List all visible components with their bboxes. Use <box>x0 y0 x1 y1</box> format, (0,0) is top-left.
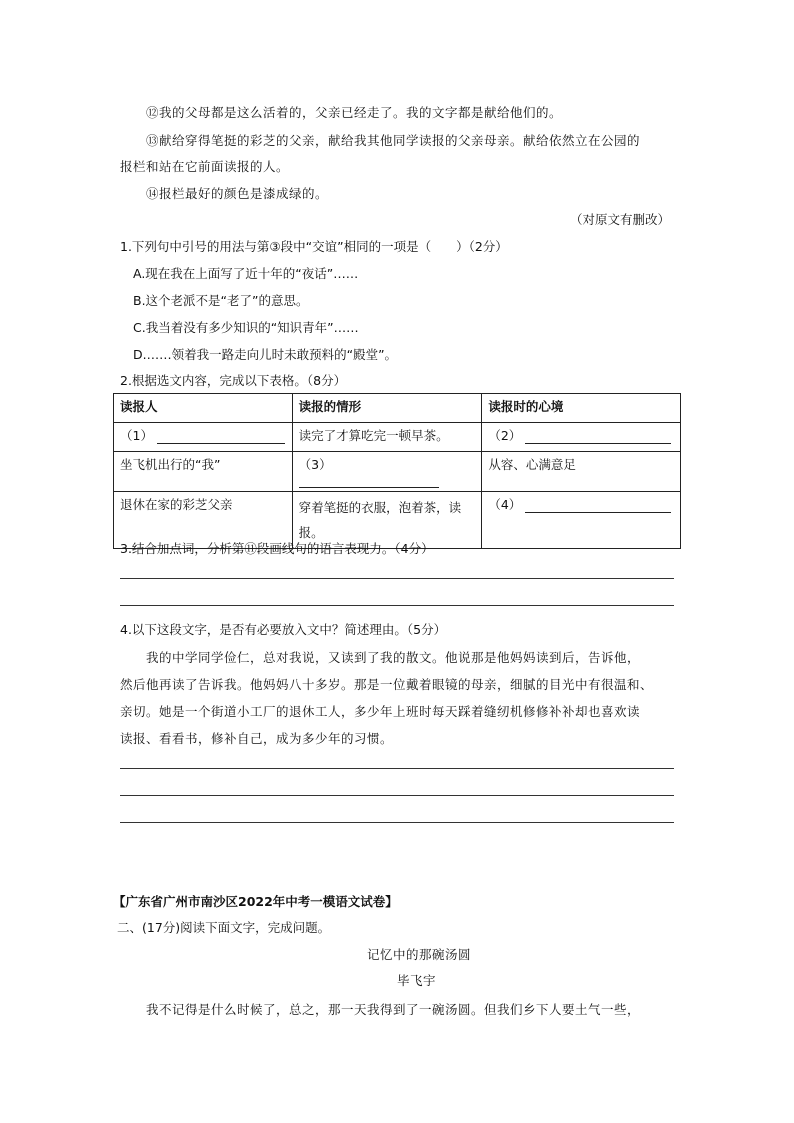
section-heading: 二、(17分)阅读下面文字，完成问题。 <box>117 920 331 935</box>
question-3-stem: 3.结合加点词，分析第⑪段画线句的语言表现力。（4分） <box>120 541 434 556</box>
question-4-paragraph-line3: 亲切。她是一个街道小工厂的退休工人，多少年上班时每天踩着缝纫机修修补补却也喜欢读 <box>120 704 641 719</box>
paragraph-14: ⑭报栏最好的颜色是漆成绿的。 <box>146 186 329 201</box>
answer-line[interactable] <box>120 578 674 579</box>
question-1-option-d: D.……领着我一路走向儿时未敢预料的“殿堂”。 <box>133 347 398 362</box>
table-cell: 穿着笔挺的衣服，泡着茶，读报。 <box>292 492 482 549</box>
article-first-line: 我不记得是什么时候了，总之，那一天我得到了一碗汤圆。但我们乡下人要土气一些， <box>146 1002 641 1017</box>
table-cell[interactable]: （3） <box>292 452 482 492</box>
answer-line[interactable] <box>120 822 674 823</box>
paragraph-13-line1: ⑬献给穿得笔挺的彩芝的父亲，献给我其他同学读报的父亲母亲。献给依然立在公园的 <box>146 133 641 148</box>
question-1-option-c: C.我当着没有多少知识的“知识青年”…… <box>133 320 359 335</box>
table-cell[interactable]: （2） <box>482 423 681 452</box>
question-1-option-a: A.现在我在上面写了近十年的“夜话”…… <box>133 266 359 281</box>
article-title: 记忆中的那碗汤圆 <box>367 947 472 962</box>
table-row <box>114 423 681 452</box>
answer-line[interactable] <box>120 795 674 796</box>
article-author: 毕飞宇 <box>397 973 437 988</box>
answer-line[interactable] <box>120 605 674 606</box>
table-header-mood: 读报时的心境 <box>482 394 681 423</box>
question-4-paragraph-line1: 我的中学同学俭仁，总对我说，又读到了我的散文。他说那是他妈妈读到后，告诉他， <box>146 650 641 665</box>
answer-blank[interactable] <box>157 429 285 444</box>
table-cell[interactable]: （1） <box>114 423 293 452</box>
table-cell: 坐飞机出行的“我” <box>114 452 293 492</box>
reading-table <box>113 393 681 549</box>
paragraph-13-line2: 报栏和站在它前面读报的人。 <box>120 159 290 174</box>
answer-blank[interactable] <box>525 498 671 513</box>
question-1-stem: 1.下列句中引号的用法与第③段中“交谊”相同的一项是（ ）（2分） <box>120 239 508 254</box>
section-source: 【广东省广州市南沙区2022年中考一模语文试卷】 <box>113 894 398 909</box>
table-header-situation: 读报的情形 <box>292 394 482 423</box>
question-2-stem: 2.根据选文内容，完成以下表格。（8分） <box>120 373 347 388</box>
paragraph-12: ⑫我的父母都是这么活着的，父亲已经走了。我的文字都是献给他们的。 <box>146 105 563 120</box>
table-cell: 退休在家的彩芝父亲 <box>114 492 293 549</box>
table-header-reader: 读报人 <box>114 394 293 423</box>
question-4-paragraph-line4: 读报、看看书，修补自己，成为多少年的习惯。 <box>120 731 394 746</box>
answer-blank[interactable] <box>299 473 439 488</box>
table-header-row <box>114 394 681 423</box>
answer-blank[interactable] <box>525 429 671 444</box>
source-note: （对原文有删改） <box>570 212 671 227</box>
table-cell[interactable]: （4） <box>482 492 681 549</box>
answer-line[interactable] <box>120 768 674 769</box>
question-4-stem: 4.以下这段文字，是否有必要放入文中？简述理由。（5分） <box>120 622 447 637</box>
question-4-paragraph-line2: 然后他再读了告诉我。他妈妈八十多岁。那是一位戴着眼镜的母亲，细腻的目光中有很温和、 <box>120 677 654 692</box>
table-cell: 从容、心满意足 <box>482 452 681 492</box>
question-1-option-b: B.这个老派不是“老了”的意思。 <box>133 293 309 308</box>
table-cell: 读完了才算吃完一顿早茶。 <box>292 423 482 452</box>
table-row <box>114 452 681 492</box>
